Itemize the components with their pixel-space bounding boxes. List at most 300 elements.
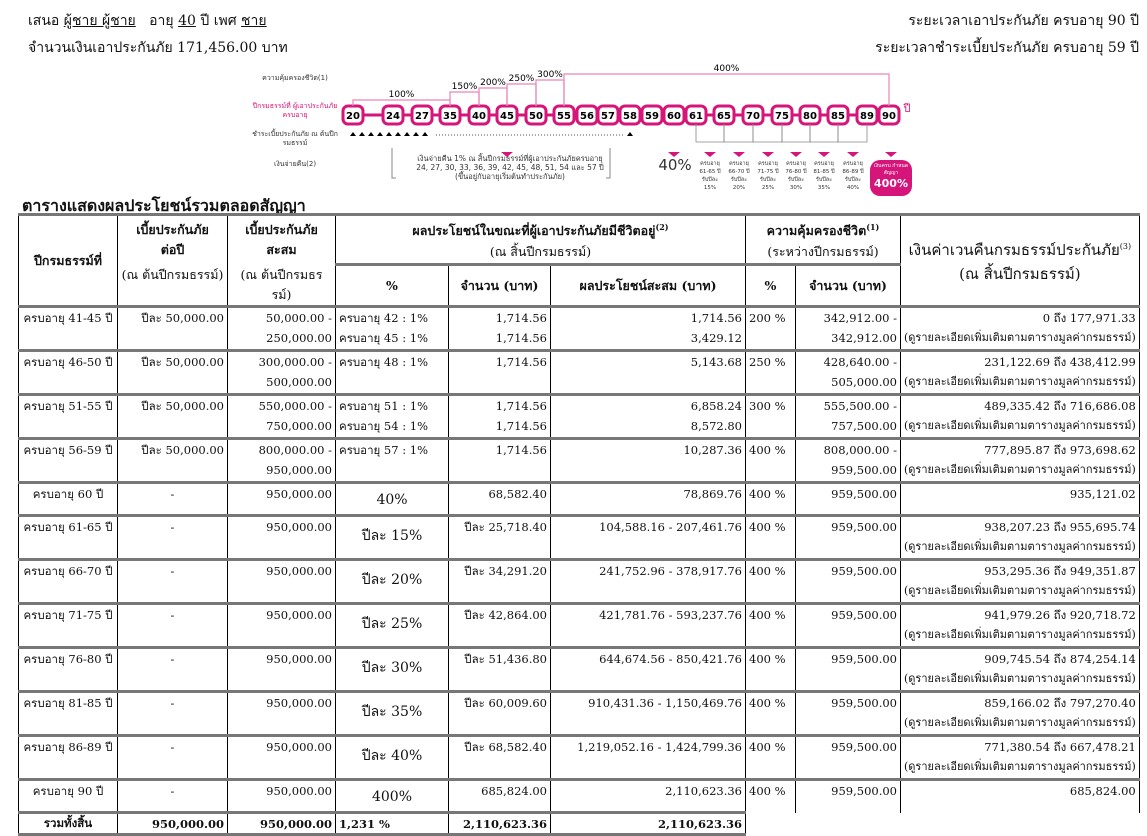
pct-cell: ปีละ 30% <box>336 648 449 692</box>
life-pct-cell: 200 % <box>746 307 796 351</box>
life_amount-value: 959,500.00 <box>831 696 897 710</box>
cash-value-cell: 685,824.00 <box>901 780 1140 813</box>
annual-payout-line: 86-89 ปี <box>842 169 864 175</box>
life-pct-cell: 250 % <box>746 351 796 395</box>
life-pct-cell: 400 % <box>746 560 796 604</box>
amount-cell <box>449 516 551 560</box>
table-row <box>19 395 1140 439</box>
amount-value: ปีละ 68,582.40 <box>464 740 547 754</box>
life-amount-cell <box>796 351 901 395</box>
see-details-note: (ดูรายละเอียดเพิ่มเติมตามตารางมูลค่ากรมธรรม์) <box>904 540 1136 553</box>
accum-value: 950,000.00 <box>266 487 332 501</box>
amount-value: 1,714.56 <box>495 399 547 413</box>
pct-value: ครบอายุ 45 : 1% <box>339 331 428 345</box>
coverage-bracket <box>536 80 564 106</box>
life-pct-cell: 300 % <box>746 395 796 439</box>
life-amount-cell <box>796 736 901 780</box>
cum-value: 8,572.80 <box>690 419 742 433</box>
cum-cell <box>551 351 746 395</box>
timeline-node-label: 60 <box>667 111 681 122</box>
annual-payout-line: 20% <box>732 185 746 191</box>
premium-marker <box>368 132 374 136</box>
table-row <box>19 560 1140 604</box>
accum-value: 250,000.00 <box>266 331 332 345</box>
premium-cell: - <box>118 516 228 560</box>
annual-payout <box>782 160 810 192</box>
accum-value: 500,000.00 <box>266 375 332 389</box>
life-pct-cell: 400 % <box>746 648 796 692</box>
timeline-node-label: 85 <box>831 111 845 122</box>
pct-cell: ปีละ 35% <box>336 692 449 736</box>
amount-cell <box>449 604 551 648</box>
annual-payout-line: ครบอายุ <box>814 161 834 167</box>
timeline-node-label: 55 <box>557 111 571 122</box>
header-year: ปีกรมธรรม์ที่ <box>19 215 118 307</box>
total-cum: 2,110,623.36 <box>551 813 746 835</box>
premium-cell: - <box>118 692 228 736</box>
amount-value: 1,714.56 <box>495 419 547 433</box>
premium-marker <box>359 132 365 136</box>
annual-payout <box>696 160 724 192</box>
coverage-level: 200% <box>480 78 506 88</box>
header-living-benefit: ผลประโยชน์ในขณะที่ผู้เอาประกันภัยมีชีวิตอยู่$^{(2)}$ (ณ สิ้นปีกรมธรรม์) <box>336 215 746 265</box>
header-accum-note: (ณ ต้นปีกรมธรรม์) <box>228 265 336 307</box>
annual-payout <box>839 160 867 192</box>
life_amount-value: 959,500.00 <box>831 784 897 798</box>
life_amount-value: 959,500.00 <box>831 652 897 666</box>
pct-cell: ปีละ 25% <box>336 604 449 648</box>
year-cell: ครบอายุ 41-45 ปี <box>19 307 118 351</box>
premium-cell: ปีละ 50,000.00 <box>118 307 228 351</box>
amount-value: 1,714.56 <box>495 443 547 457</box>
premium-cell: - <box>118 780 228 813</box>
amount-cell <box>449 351 551 395</box>
pct-cell: 400% <box>336 780 449 813</box>
cum-value: 6,858.24 <box>690 399 742 413</box>
life-amount-cell <box>796 483 901 516</box>
payout-note-line: 24, 27, 30, 33, 36, 39, 42, 45, 48, 51, 54 และ 57 ปี <box>416 163 604 172</box>
year-cell: ครบอายุ 46-50 ปี <box>19 351 118 395</box>
annual-payout-line: รับปีละ <box>759 177 777 183</box>
table-row <box>19 736 1140 780</box>
year-cell: ครบอายุ 90 ปี <box>19 780 118 813</box>
coverage-level: 250% <box>508 74 535 84</box>
cum-value: 1,219,052.16 - 1,424,799.36 <box>577 740 742 754</box>
amount-cell <box>449 307 551 351</box>
timeline-node-label: 24 <box>386 111 400 122</box>
total-label: รวมทั้งสิ้น <box>19 813 118 835</box>
cum-value: 78,869.76 <box>683 487 742 501</box>
see-details-note: (ดูรายละเอียดเพิ่มเติมตามตารางมูลค่ากรมธรรม์) <box>904 419 1136 432</box>
annual-payout-line: 15% <box>703 185 717 191</box>
diagram-label-payout: เงินจ่ายคืน(2) <box>273 160 317 168</box>
payout-bracket <box>724 124 753 142</box>
annual-payout <box>754 160 782 192</box>
amount-value: 1,714.56 <box>495 311 547 325</box>
payout-bracket <box>696 124 724 142</box>
year-cell: ครบอายุ 81-85 ปี <box>19 692 118 736</box>
annual-payout-line: ครบอายุ <box>786 161 806 167</box>
payout-arrow <box>818 152 830 157</box>
premium-cell: - <box>118 736 228 780</box>
propose-label: เสนอ <box>28 13 60 29</box>
cash-value-cell: 777,895.87 ถึง 973,698.62 (ดูรายละเอียดเพิ่มเติมตามตารางมูลค่ากรมธรรม์) <box>901 439 1140 483</box>
see-details-note: (ดูรายละเอียดเพิ่มเติมตามตารางมูลค่ากรมธรรม์) <box>904 672 1136 685</box>
see-details-note: (ดูรายละเอียดเพิ่มเติมตามตารางมูลค่ากรมธรรม์) <box>904 331 1136 344</box>
insured-age: 40 <box>178 13 196 29</box>
pct-cell: 40% <box>336 483 449 516</box>
life-pct-cell: 400 % <box>746 736 796 780</box>
maturity-label: เงินครบ กำหนดสัญญา <box>873 163 909 176</box>
unit-label: ปี <box>903 102 911 115</box>
cum-cell <box>551 736 746 780</box>
annual-payout-line: ครบอายุ <box>700 161 720 167</box>
accum-value: 950,000.00 <box>266 463 332 477</box>
payout-bracket <box>838 124 867 142</box>
sum-insured: จำนวนเงินเอาประกันภัย 171,456.00 บาท <box>28 40 288 56</box>
premium-cell: - <box>118 648 228 692</box>
accum-cell <box>228 395 336 439</box>
pct-cell <box>336 351 449 395</box>
annual-payout-line: รับปีละ <box>844 177 862 183</box>
table-row <box>19 516 1140 560</box>
see-details-note: (ดูรายละเอียดเพิ่มเติมตามตารางมูลค่ากรมธรรม์) <box>904 584 1136 597</box>
annual-payout-line: 35% <box>817 185 831 191</box>
cum-value: 2,110,623.36 <box>665 784 742 798</box>
amount-value: 68,582.40 <box>488 487 547 501</box>
life_amount-value: 505,000.00 <box>831 375 897 389</box>
coverage-level: 300% <box>537 70 563 80</box>
cash-value-cell: 771,380.54 ถึง 667,478.21 (ดูรายละเอียดเพิ่มเติมตามตารางมูลค่ากรมธรรม์) <box>901 736 1140 780</box>
annual-payout <box>725 160 753 192</box>
timeline-node-label: 35 <box>443 111 457 122</box>
life_amount-value: 959,500.00 <box>831 740 897 754</box>
year-cell: ครบอายุ 86-89 ปี <box>19 736 118 780</box>
cash-value-cell: 935,121.02 <box>901 483 1140 516</box>
table-row <box>19 648 1140 692</box>
accum-cell <box>228 516 336 560</box>
payment-period: ระยะเวลาชำระเบี้ยประกันภัย ครบอายุ 59 ปี <box>875 40 1139 56</box>
amount-cell <box>449 395 551 439</box>
payout-arrow <box>733 152 745 157</box>
accum-value: 800,000.00 - <box>258 443 332 457</box>
cash-value-cell: 941,979.26 ถึง 920,718.72 (ดูรายละเอียดเพิ่มเติมตามตารางมูลค่ากรมธรรม์) <box>901 604 1140 648</box>
annual-payout-line: รับปีละ <box>787 177 805 183</box>
see-details-note: (ดูรายละเอียดเพิ่มเติมตามตารางมูลค่ากรมธรรม์) <box>904 463 1136 476</box>
annual-payout-line: รับปีละ <box>701 177 719 183</box>
payout-note <box>385 154 635 181</box>
header-amount: จำนวน (บาท) <box>449 265 551 307</box>
payout-arrow <box>847 152 859 157</box>
life_amount-value: 959,500.00 <box>831 608 897 622</box>
coverage-level: 100% <box>388 90 415 100</box>
coverage-period: ระยะเวลาเอาประกันภัย ครบอายุ 90 ปี <box>908 13 1139 29</box>
amount-value: ปีละ 25,718.40 <box>464 520 547 534</box>
see-details-note: (ดูรายละเอียดเพิ่มเติมตามตารางมูลค่ากรมธรรม์) <box>904 375 1136 388</box>
coverage-level: 400% <box>713 64 740 74</box>
accum-value: 950,000.00 <box>266 696 332 710</box>
benefit-table <box>18 213 1140 836</box>
coverage-level: 150% <box>451 82 478 92</box>
year-cell: ครบอายุ 71-75 ปี <box>19 604 118 648</box>
annual-payout-line: 66-70 ปี <box>728 169 750 175</box>
cum-cell <box>551 604 746 648</box>
age-unit: ปี <box>200 13 210 29</box>
life-amount-cell <box>796 560 901 604</box>
annual-payout-line: 30% <box>789 185 803 191</box>
payout-60: 40% <box>658 156 692 174</box>
life-pct-cell: 400 % <box>746 692 796 736</box>
timeline-node-label: 57 <box>601 111 615 122</box>
premium-marker <box>627 132 633 136</box>
cum-value: 910,431.36 - 1,150,469.76 <box>588 696 742 710</box>
timeline-node-label: 27 <box>415 111 429 122</box>
premium-cell: ปีละ 50,000.00 <box>118 351 228 395</box>
timeline-node-label: 50 <box>529 111 543 122</box>
amount-cell <box>449 560 551 604</box>
timeline-node-label: 89 <box>860 111 874 122</box>
annual-payout-line: 71-75 ปี <box>757 169 779 175</box>
premium-marker <box>413 132 419 136</box>
cash-value-cell: 909,745.54 ถึง 874,254.14 (ดูรายละเอียดเพิ่มเติมตามตารางมูลค่ากรมธรรม์) <box>901 648 1140 692</box>
timeline-node-label: 90 <box>882 111 896 122</box>
life_amount-value: 808,000.00 - <box>823 443 897 457</box>
coverage-bracket <box>479 88 507 106</box>
header-premium: เบี้ยประกันภัย ต่อปี <box>118 215 228 265</box>
accum-cell <box>228 351 336 395</box>
header-premium-note: (ณ ต้นปีกรมธรรม์) <box>118 265 228 307</box>
header-pct: % <box>336 265 449 307</box>
life-amount-cell <box>796 692 901 736</box>
pct-cell: ปีละ 20% <box>336 560 449 604</box>
diagram-label-coverage: ความคุ้มครองชีวิต(1) <box>262 74 328 82</box>
life-pct-cell: 400 % <box>746 604 796 648</box>
life-amount-cell <box>796 604 901 648</box>
accum-cell <box>228 648 336 692</box>
cum-value: 10,287.36 <box>683 443 742 457</box>
proposal-line <box>28 10 267 32</box>
accum-value: 950,000.00 <box>266 652 332 666</box>
pct-cell <box>336 439 449 483</box>
timeline-node-label: 56 <box>580 111 594 122</box>
cum-cell <box>551 648 746 692</box>
payout-arrow <box>885 152 897 157</box>
accum-cell <box>228 439 336 483</box>
premium-marker <box>386 132 392 136</box>
payout-bracket <box>782 124 810 142</box>
amount-cell <box>449 483 551 516</box>
accum-value: 950,000.00 <box>266 740 332 754</box>
annual-payout-line: 40% <box>846 185 860 191</box>
see-details-note: (ดูรายละเอียดเพิ่มเติมตามตารางมูลค่ากรมธรรม์) <box>904 628 1136 641</box>
see-details-note: (ดูรายละเอียดเพิ่มเติมตามตารางมูลค่ากรมธรรม์) <box>904 760 1136 773</box>
see-details-note: (ดูรายละเอียดเพิ่มเติมตามตารางมูลค่ากรมธรรม์) <box>904 716 1136 729</box>
table-row <box>19 351 1140 395</box>
year-cell: ครบอายุ 66-70 ปี <box>19 560 118 604</box>
amount-cell <box>449 648 551 692</box>
life-amount-cell <box>796 516 901 560</box>
coverage-bracket <box>353 100 450 106</box>
pct-value: ครบอายุ 48 : 1% <box>339 355 428 369</box>
total-accum: 950,000.00 <box>228 813 336 835</box>
life_amount-value: 428,640.00 - <box>823 355 897 369</box>
annual-payout-line: 76-80 ปี <box>785 169 807 175</box>
timeline-node-label: 61 <box>689 111 703 122</box>
amount-cell <box>449 780 551 813</box>
diagram-label-policy-year: ปีกรมธรรม์ที่ ผู้เอาประกันภัยครบอายุ <box>252 102 338 119</box>
table-row <box>19 692 1140 736</box>
timeline-node-label: 59 <box>645 111 659 122</box>
year-cell: ครบอายุ 61-65 ปี <box>19 516 118 560</box>
pct-cell <box>336 395 449 439</box>
cum-cell <box>551 395 746 439</box>
cum-cell <box>551 483 746 516</box>
amount-value: ปีละ 34,291.20 <box>464 564 547 578</box>
header-life-coverage: ความคุ้มครองชีวิต$^{(1)}$ (ระหว่างปีกรมธรรม์) <box>746 215 901 265</box>
cum-value: 421,781.76 - 593,237.76 <box>599 608 742 622</box>
coverage-bracket <box>507 84 536 106</box>
cum-cell <box>551 307 746 351</box>
life_amount-value: 555,500.00 - <box>823 399 897 413</box>
year-cell: ครบอายุ 51-55 ปี <box>19 395 118 439</box>
cum-cell <box>551 560 746 604</box>
year-cell: ครบอายุ 76-80 ปี <box>19 648 118 692</box>
accum-value: 950,000.00 <box>266 784 332 798</box>
accum-value: 950,000.00 <box>266 608 332 622</box>
cum-value: 1,714.56 <box>690 311 742 325</box>
amount-cell <box>449 736 551 780</box>
coverage-bracket <box>564 74 889 106</box>
premium-cell: ปีละ 50,000.00 <box>118 439 228 483</box>
cum-value: 5,143.68 <box>690 355 742 369</box>
pct-value: ครบอายุ 42 : 1% <box>339 311 428 325</box>
accum-value: 50,000.00 - <box>265 311 332 325</box>
header-life-pct: % <box>746 265 796 307</box>
life-amount-cell <box>796 395 901 439</box>
accum-cell <box>228 483 336 516</box>
year-cell: ครบอายุ 56-59 ปี <box>19 439 118 483</box>
life_amount-value: 959,500.00 <box>831 487 897 501</box>
life_amount-value: 342,912.00 - <box>823 311 897 325</box>
accum-cell <box>228 604 336 648</box>
accum-cell <box>228 560 336 604</box>
cash-value-cell: 231,122.69 ถึง 438,412.99 (ดูรายละเอียดเพิ่มเติมตามตารางมูลค่ากรมธรรม์) <box>901 351 1140 395</box>
cum-value: 644,674.56 - 850,421.76 <box>599 652 742 666</box>
annual-payout-line: ครบอายุ <box>729 161 749 167</box>
life-amount-cell <box>796 439 901 483</box>
cash-value-cell: 859,166.02 ถึง 797,270.40 (ดูรายละเอียดเพิ่มเติมตามตารางมูลค่ากรมธรรม์) <box>901 692 1140 736</box>
accum-value: 750,000.00 <box>266 419 332 433</box>
cash-value-cell: 0 ถึง 177,971.33 (ดูรายละเอียดเพิ่มเติมตามตารางมูลค่ากรมธรรม์) <box>901 307 1140 351</box>
coverage-bracket <box>450 92 479 106</box>
table-row <box>19 483 1140 516</box>
life-pct-cell: 400 % <box>746 780 796 813</box>
premium-cell: - <box>118 604 228 648</box>
amount-value: 1,714.56 <box>495 355 547 369</box>
payout-note-line: เงินจ่ายคืน 1% ณ สิ้นปีกรมธรรม์ที่ผู้เอาประกันภัยครบอายุ <box>417 154 603 163</box>
timeline-node-label: 58 <box>623 111 637 122</box>
pct-cell <box>336 307 449 351</box>
life_amount-value: 757,500.00 <box>831 419 897 433</box>
total-amount: 2,110,623.36 <box>449 813 551 835</box>
pct-cell: ปีละ 40% <box>336 736 449 780</box>
life-pct-cell: 400 % <box>746 483 796 516</box>
annual-payout-line: 81-85 ปี <box>813 169 835 175</box>
accum-value: 950,000.00 <box>266 520 332 534</box>
payout-arrow <box>704 152 716 157</box>
annual-payout-line: รับปีละ <box>815 177 833 183</box>
amount-cell <box>449 692 551 736</box>
life_amount-value: 342,912.00 <box>831 331 897 345</box>
payout-note-line: (ขึ้นอยู่กับอายุเริ่มต้นทำประกันภัย) <box>455 172 565 181</box>
payout-arrow <box>790 152 802 157</box>
premium-marker <box>377 132 383 136</box>
payout-arrow <box>762 152 774 157</box>
maturity-value: 400% <box>874 177 908 190</box>
diagram-label-premium: ชำระเบี้ยประกันภัย ณ ต้นปีกรมธรรม์ <box>252 130 338 147</box>
total-pct: 1,231 % <box>336 813 449 835</box>
cash-value-cell: 489,335.42 ถึง 716,686.08 (ดูรายละเอียดเพิ่มเติมตามตารางมูลค่ากรมธรรม์) <box>901 395 1140 439</box>
premium-marker <box>404 132 410 136</box>
cum-value: 3,429.12 <box>690 331 742 345</box>
timeline-node-label: 70 <box>746 111 760 122</box>
cum-value: 241,752.96 - 378,917.76 <box>599 564 742 578</box>
table-row <box>19 307 1140 351</box>
pct-value: ครบอายุ 54 : 1% <box>339 419 428 433</box>
premium-marker <box>395 132 401 136</box>
accum-cell <box>228 692 336 736</box>
amount-value: 1,714.56 <box>495 331 547 345</box>
accum-value: 300,000.00 - <box>258 355 332 369</box>
insured-sex: ชาย <box>241 13 267 29</box>
pct-value: ครบอายุ 57 : 1% <box>339 443 428 457</box>
timeline-node-label: 80 <box>803 111 817 122</box>
table-row <box>19 780 1140 813</box>
year-cell: ครบอายุ 60 ปี <box>19 483 118 516</box>
amount-cell <box>449 439 551 483</box>
maturity-badge <box>870 160 912 196</box>
life_amount-value: 959,500.00 <box>831 564 897 578</box>
total-premium: 950,000.00 <box>118 813 228 835</box>
premium-cell: - <box>118 483 228 516</box>
cum-cell <box>551 516 746 560</box>
annual-payout-line: 25% <box>761 185 775 191</box>
pct-value: ครบอายุ 51 : 1% <box>339 399 428 413</box>
accum-value: 950,000.00 <box>266 564 332 578</box>
insured-name: ผู้ชาย ผู้ชาย <box>63 13 136 29</box>
age-label: อายุ <box>149 13 174 29</box>
timeline-node-label: 65 <box>717 111 731 122</box>
life-pct-cell: 400 % <box>746 439 796 483</box>
timeline-node-label: 40 <box>472 111 486 122</box>
life-pct-cell: 400 % <box>746 516 796 560</box>
annual-payout-line: ครบอายุ <box>758 161 778 167</box>
life_amount-value: 959,500.00 <box>831 463 897 477</box>
premium-marker <box>422 132 428 136</box>
cash-value-cell: 953,295.36 ถึง 949,351.87 (ดูรายละเอียดเพิ่มเติมตามตารางมูลค่ากรมธรรม์) <box>901 560 1140 604</box>
cash-value-cell: 938,207.23 ถึง 955,695.74 (ดูรายละเอียดเพิ่มเติมตามตารางมูลค่ากรมธรรม์) <box>901 516 1140 560</box>
payout-bracket <box>753 124 782 142</box>
table-row <box>19 604 1140 648</box>
total-row <box>19 813 1140 835</box>
header-accum: เบี้ยประกันภัย สะสม <box>228 215 336 265</box>
pct-cell: ปีละ 15% <box>336 516 449 560</box>
benefit-diagram <box>250 60 930 200</box>
accum-cell <box>228 780 336 813</box>
timeline-node-label: 20 <box>346 111 360 122</box>
accum-cell <box>228 736 336 780</box>
cum-cell <box>551 692 746 736</box>
